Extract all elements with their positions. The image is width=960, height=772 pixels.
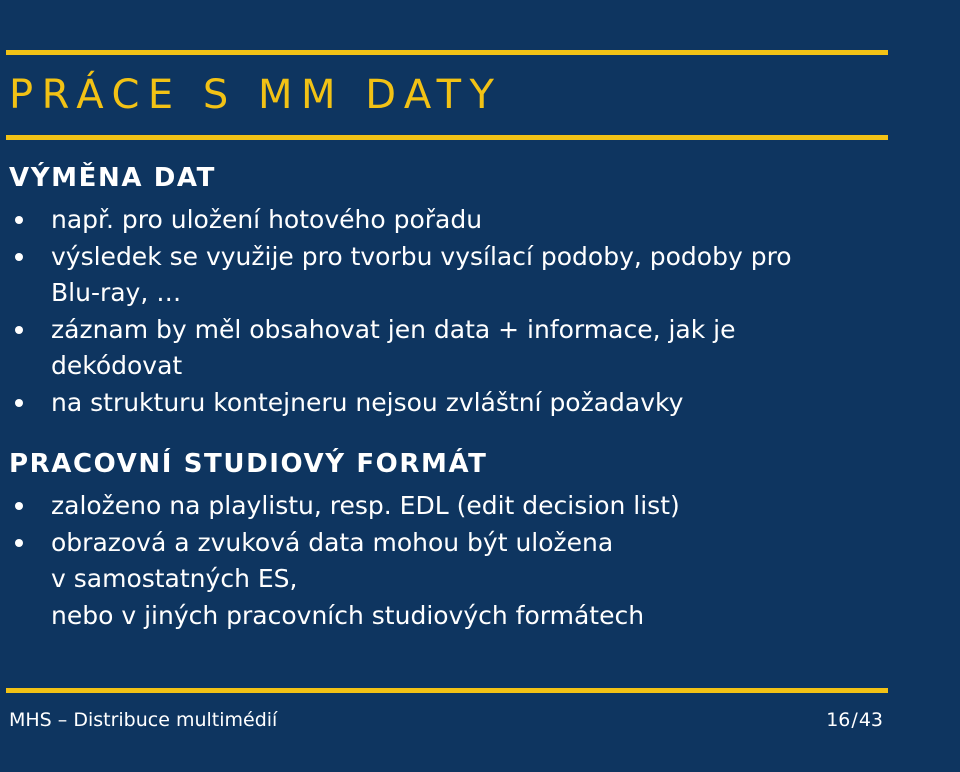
- list-item: [0, 239, 900, 312]
- list-item-text: záznam by měl obsahovat jen data + informace, jak je: [51, 314, 736, 344]
- slide-title: PRÁCE S MM DATY: [9, 72, 503, 118]
- list-item: [0, 525, 900, 635]
- list-item: [0, 385, 900, 422]
- list-item-text: např. pro uložení hotového pořadu: [51, 205, 483, 234]
- list-item-text: na strukturu kontejneru nejsou zvláštní požadavky: [51, 387, 684, 417]
- list-item: [0, 488, 900, 525]
- list-item: [0, 312, 900, 385]
- footer-rule: [6, 688, 888, 693]
- page-number: [787, 705, 883, 735]
- top-rule-upper: [6, 50, 888, 55]
- list-item-text: dekódovat: [51, 351, 183, 380]
- page-current: 16: [826, 709, 851, 731]
- list-item-text: nebo v jiných pracovních studiových formátech: [51, 600, 645, 630]
- list-item-text: v samostatných ES,: [51, 564, 298, 593]
- top-rule-lower: [6, 135, 888, 140]
- bullet-icon: [15, 399, 23, 407]
- section-heading-exchange: VÝMĚNA DAT: [9, 163, 216, 193]
- section-heading-studio-format: PRACOVNÍ STUDIOVÝ FORMÁT: [9, 449, 488, 479]
- bullet-list-studio-format: [0, 488, 900, 634]
- bullet-icon: [15, 326, 23, 334]
- bullet-list-exchange: [0, 202, 900, 421]
- list-item-text: výsledek se využije pro tvorbu vysílací podoby, podoby pro: [51, 241, 792, 271]
- page-separator: /: [851, 709, 858, 731]
- list-item-text: obrazová a zvuková data mohou být uložena: [51, 527, 614, 557]
- bullet-icon: [15, 253, 23, 261]
- bullet-icon: [15, 502, 23, 510]
- bullet-icon: [15, 539, 23, 547]
- list-item-text: založeno na playlistu, resp. EDL (edit decision list): [51, 491, 680, 520]
- list-item-text: Blu-ray, …: [51, 278, 182, 307]
- page-total: 43: [858, 709, 883, 731]
- list-item: [0, 202, 900, 239]
- bullet-icon: [15, 216, 23, 224]
- footer-course-title: MHS – Distribuce multimédií: [9, 709, 278, 731]
